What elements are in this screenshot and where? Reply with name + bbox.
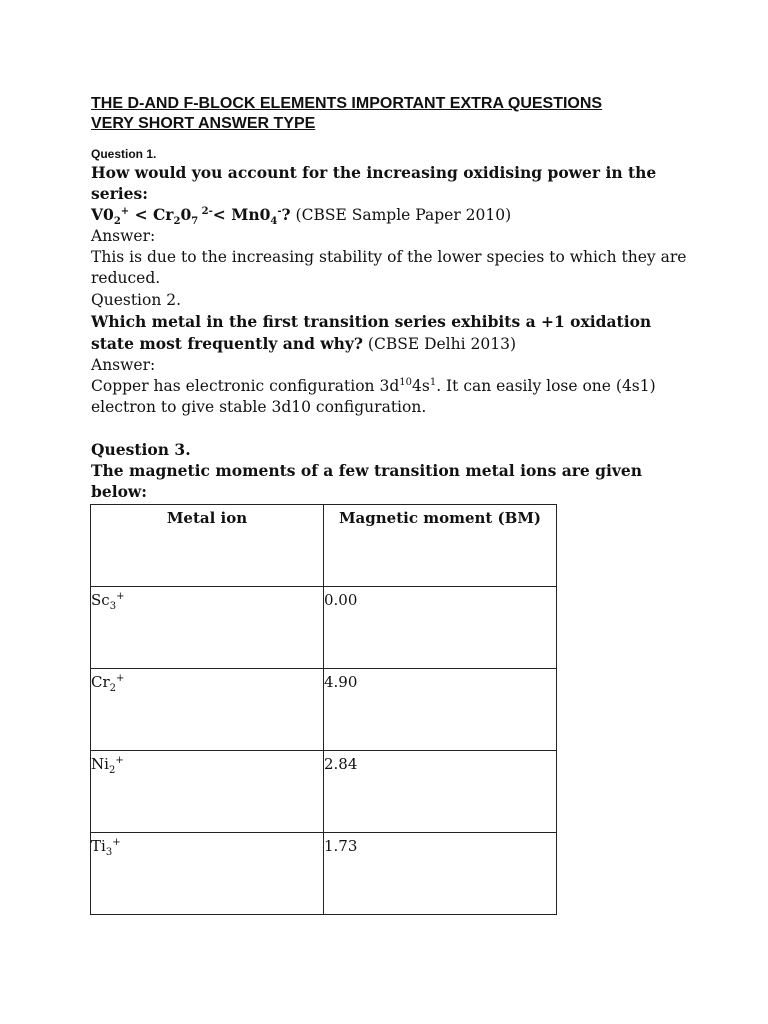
metal-ion-cell: $Cr_2^+$ xyxy=(91,669,324,751)
question-3-label: Question 3. xyxy=(91,440,191,459)
question-2-text: Which metal in the first transition series exhibits a +1 oxidation state most frequently and why? xyxy=(91,312,652,353)
table-header-row xyxy=(91,505,557,587)
question-1-source: (CBSE Sample Paper 2010) xyxy=(290,206,512,224)
question-1-formula-line xyxy=(91,204,691,226)
metal-ion-cell: $Sc_3^+$ xyxy=(91,587,324,669)
header-magnetic-moment: Magnetic moment (BM) xyxy=(324,505,557,587)
question-1-label: Question 1. xyxy=(91,147,157,161)
question-1-text: How would you account for the increasing oxidising power in the series: xyxy=(91,163,657,203)
table-row xyxy=(91,669,557,751)
magnetic-moment-table xyxy=(90,504,557,915)
question-1-answer-label: Answer: xyxy=(91,227,156,245)
magnetic-moment-cell: 4.90 xyxy=(324,669,557,751)
question-3-text: The magnetic moments of a few transition metal ions are given below: xyxy=(91,461,643,501)
formula: $V0_2^+ < Cr_20_7$ $^{2-}< Mn0_4^-$? xyxy=(91,205,291,228)
table-row xyxy=(91,833,557,915)
question-2-label: Question 2. xyxy=(91,291,182,309)
document-heading xyxy=(91,94,691,134)
question-2-text-wrap xyxy=(91,311,691,355)
question-1-answer: This is due to the increasing stability of the lower species to which they are reduced. xyxy=(91,248,687,287)
question-1-block xyxy=(91,162,691,289)
table-row xyxy=(91,587,557,669)
magnetic-moment-cell: 0.00 xyxy=(324,587,557,669)
magnetic-moment-cell: 1.73 xyxy=(324,833,557,915)
question-2-source: (CBSE Delhi 2013) xyxy=(363,335,517,353)
question-2-answer: Copper has electronic configuration $3d^{10}4s^1$. It can easily lose one (4s1) electron to give stable 3d10 configuration. xyxy=(91,376,656,416)
header-metal-ion: Metal ion xyxy=(91,505,324,587)
metal-ion-cell: $Ti_3^+$ xyxy=(91,833,324,915)
question-2-answer-label: Answer: xyxy=(91,356,156,374)
metal-ion-cell: $Ni_2^+$ xyxy=(91,751,324,833)
heading-line-2: VERY SHORT ANSWER TYPE xyxy=(91,115,316,132)
table-row xyxy=(91,751,557,833)
magnetic-moment-cell: 2.84 xyxy=(324,751,557,833)
heading-line-1: THE D-AND F-BLOCK ELEMENTS IMPORTANT EXTRA QUESTIONS xyxy=(91,95,603,112)
question-2-block xyxy=(91,290,691,418)
question-3-block xyxy=(91,439,691,502)
